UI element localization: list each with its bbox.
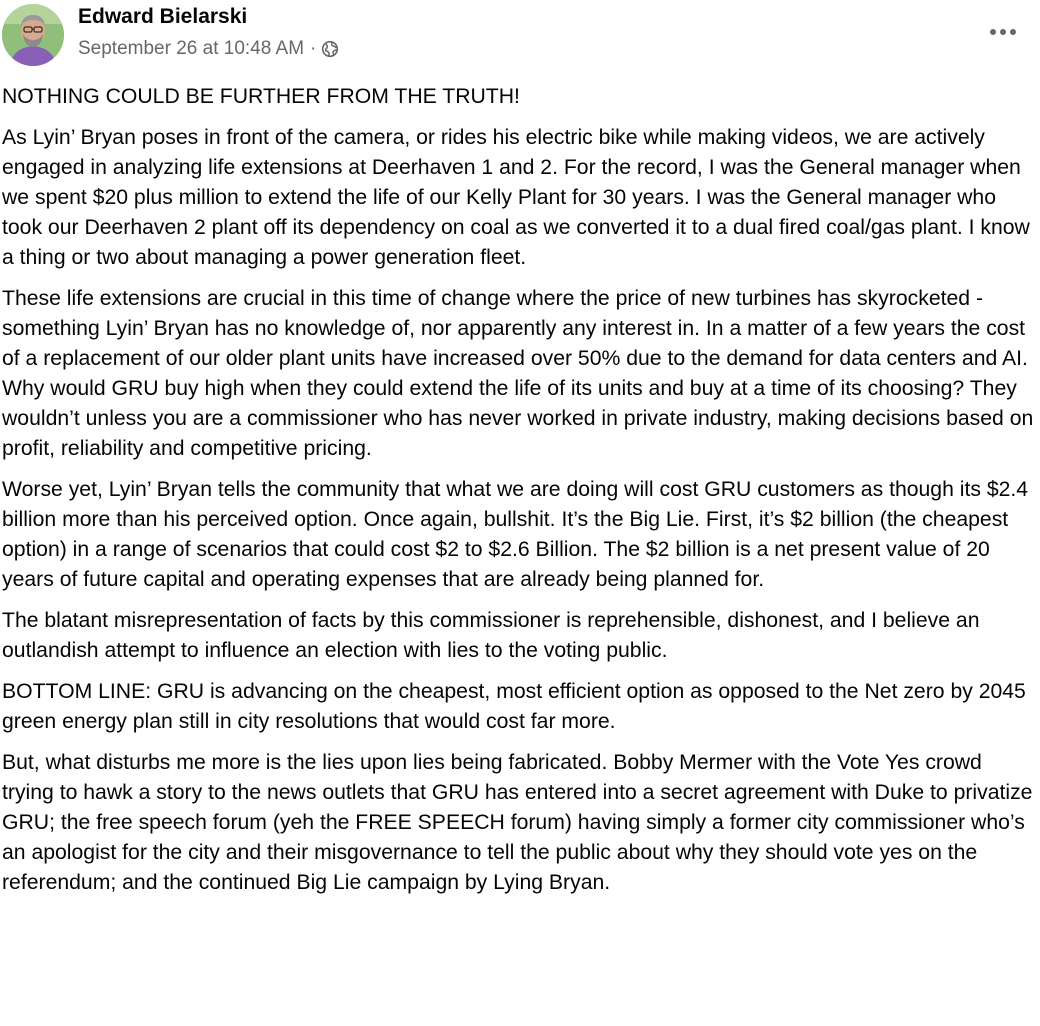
more-options-icon bbox=[989, 28, 1017, 36]
post-header bbox=[0, 0, 1040, 72]
post-paragraph: These life extensions are crucial in this time of change where the price of new turbines has skyrocketed - something Lyin’ Bryan has no knowledge of, nor apparently any interest in. In a matter of a few years the cost of a replacement of our older plant units have increased over 50% due to the demand for data centers and AI. Why would GRU buy high when they could extend the life of its units and buy at a time of its choosing? They wouldn’t unless you are a commissioner who has never worked in private industry, making decisions based on profit, reliability and competitive pricing. bbox=[2, 287, 1034, 460]
avatar-photo bbox=[2, 4, 64, 66]
post-body bbox=[2, 82, 1036, 909]
avatar[interactable] bbox=[2, 4, 64, 66]
globe-icon[interactable] bbox=[321, 40, 339, 58]
post-paragraph: BOTTOM LINE: GRU is advancing on the cheapest, most efficient option as opposed to the Net zero by 2045 green energy plan still in city resolutions that would cost far more. bbox=[2, 680, 1026, 733]
post-timestamp[interactable]: September 26 at 10:48 AM bbox=[78, 38, 305, 59]
post-paragraph: As Lyin’ Bryan poses in front of the camera, or rides his electric bike while making videos, we are actively engaged in analyzing life extensions at Deerhaven 1 and 2. For the record, I was the General manager when we spent $20 plus million to extend the life of our Kelly Plant for 30 years. I was the General manager who took our Deerhaven 2 plant off its dependency on coal as we converted it to a dual fired coal/gas plant. I know a thing or two about managing a power generation fleet. bbox=[2, 126, 1030, 269]
post-paragraph: NOTHING COULD BE FURTHER FROM THE TRUTH! bbox=[2, 85, 520, 108]
author-name[interactable]: Edward Bielarski bbox=[78, 5, 248, 28]
post-paragraph: But, what disturbs me more is the lies upon lies being fabricated. Bobby Mermer with the Vote Yes crowd trying to hawk a story to the news outlets that GRU has entered into a secret agreement with Duke to privatize GRU; the free speech forum (yeh the FREE SPEECH forum) having simply a former city commissioner who’s an apologist for the city and their misgovernance to tell the public about why they should vote yes on the referendum; and the continued Big Lie campaign by Lying Bryan. bbox=[2, 751, 1033, 894]
post-paragraph: The blatant misrepresentation of facts by this commissioner is reprehensible, dishonest, and I believe an outlandish attempt to influence an election with lies to the voting public. bbox=[2, 609, 980, 662]
post-paragraph: Worse yet, Lyin’ Bryan tells the community that what we are doing will cost GRU customers as though its $2.4 billion more than his perceived option. Once again, bullshit. It’s the Big Lie. First, it’s $2 billion (the cheapest option) in a range of scenarios that could cost $2 to $2.6 Billion. The $2 billion is a net present value of 20 years of future capital and operating expenses that are already being planned for. bbox=[2, 478, 1029, 591]
post-meta bbox=[78, 38, 339, 60]
more-options-button[interactable] bbox=[984, 18, 1022, 46]
meta-separator: · bbox=[310, 38, 317, 59]
